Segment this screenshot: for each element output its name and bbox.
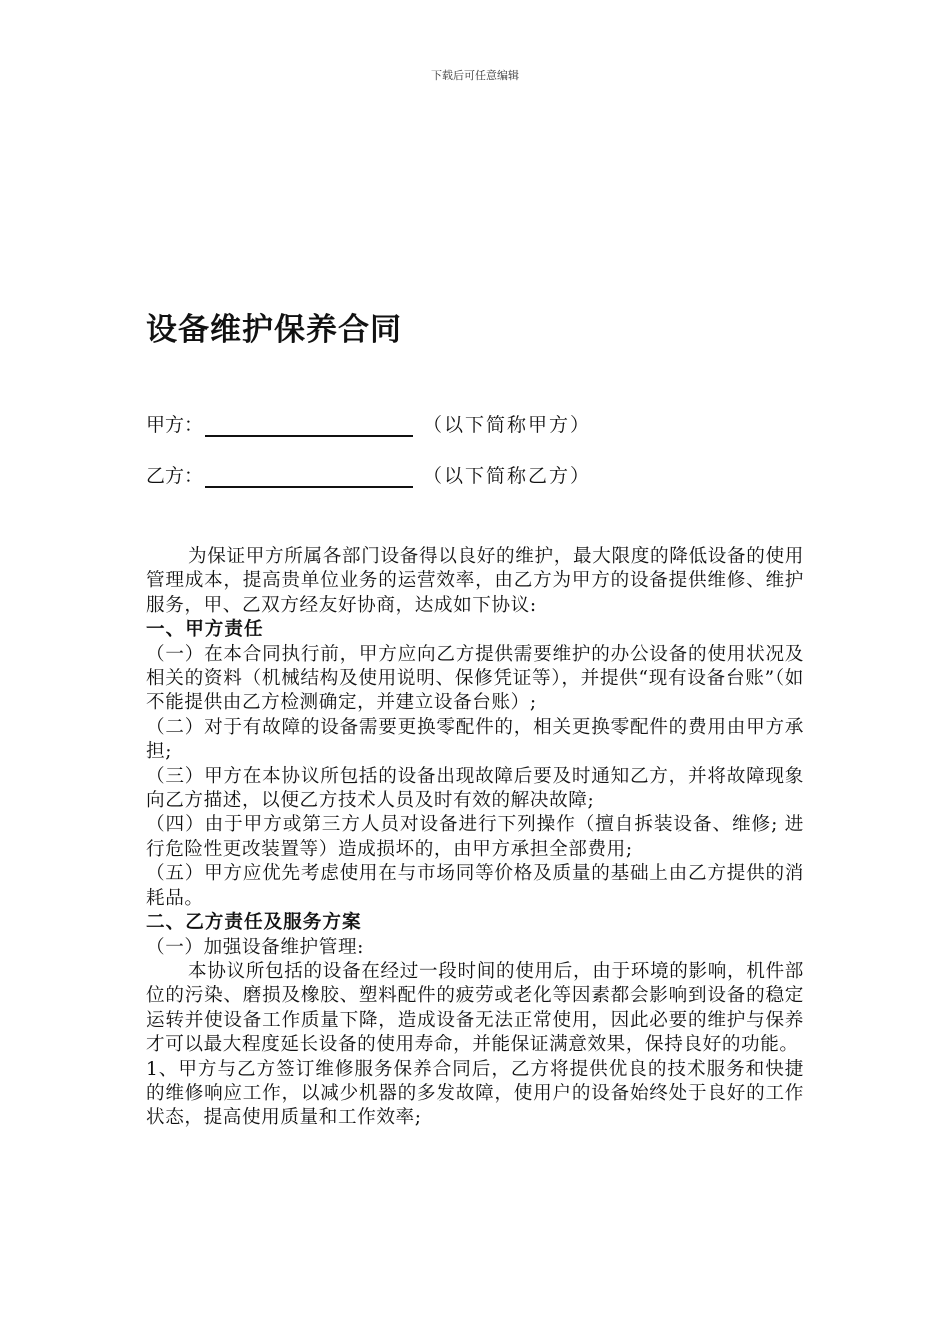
clause-a-4: （四）由于甲方或第三方人员对设备进行下列操作（擅自拆装设备、维修; 进行危险性更改装置等）造成损坏的，由甲方承担全部费用;	[146, 814, 804, 860]
clause-a-3: （三）甲方在本协议所包括的设备出现故障后要及时通知乙方，并将故障现象向乙方描述，以便乙方技术人员及时有效的解决故障;	[146, 765, 804, 812]
party-a-line	[146, 410, 591, 437]
document-title: 设备维护保养合同	[146, 312, 402, 348]
clause-a-5: （五）甲方应优先考虑使用在与市场同等价格及质量的基础上由乙方提供的消耗品。	[146, 863, 804, 909]
party-b-blank	[205, 468, 413, 488]
party-a-note: （以下简称甲方）	[423, 414, 592, 436]
clause-a-1: （一）在本合同执行前，甲方应向乙方提供需要维护的办公设备的使用状况及相关的资料（机械结构及使用说明、保修凭证等），并提供“现有设备台账”（如不能提供由乙方检测确定，并建立设备台账）;	[146, 643, 804, 714]
section-heading-party-a: 一、甲方责任	[146, 619, 264, 641]
party-a-label: 甲方：	[146, 414, 204, 436]
intro-paragraph: 为保证甲方所属各部门设备得以良好的维护，最大限度的降低设备的使用管理成本，提高贵单位业务的运营效率，由乙方为甲方的设备提供维修、维护服务，甲、乙双方经友好协商，达成如下协议:	[146, 546, 804, 616]
header-note: 下载后可任意编辑	[431, 69, 519, 82]
maintenance-paragraph: 本协议所包括的设备在经过一段时间的使用后，由于环境的影响，机件部位的污染、磨损及橡胶、塑料配件的疲劳或老化等因素都会影响到设备的稳定运转并使设备工作质量下降，造成设备无法正常使用，因此必要的维护与保养才可以最大程度延长设备的使用寿命，并能保证满意效果，保持良好的功能。	[146, 960, 804, 1056]
service-item-1: 1、甲方与乙方签订维修服务保养合同后，乙方将提供优良的技术服务和快捷的维修响应工作，以减少机器的多发故障，使用户的设备始终处于良好的工作状态，提高使用质量和工作效率;	[146, 1058, 804, 1129]
clause-b-1: （一）加强设备维护管理:	[146, 936, 364, 958]
contract-body	[146, 545, 804, 1131]
section-heading-party-b: 二、乙方责任及服务方案	[146, 912, 362, 934]
party-b-line	[146, 461, 591, 488]
party-b-label: 乙方：	[146, 465, 204, 487]
party-a-blank	[205, 417, 413, 437]
party-b-note: （以下简称乙方）	[423, 465, 592, 487]
clause-a-2: （二）对于有故障的设备需要更换零配件的，相关更换零配件的费用由甲方承担;	[146, 716, 804, 763]
